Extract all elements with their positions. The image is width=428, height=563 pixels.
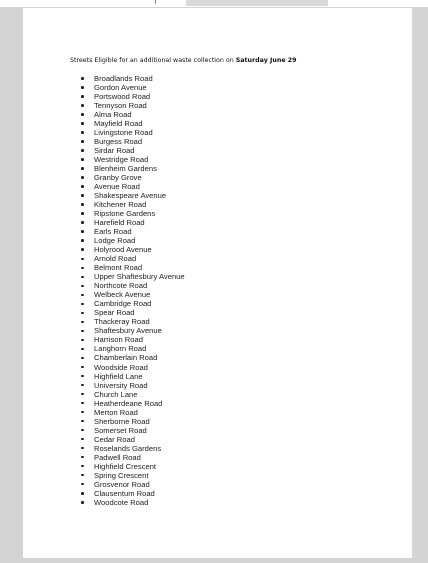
street-name: Somerset Road	[94, 425, 147, 435]
bullet-icon	[81, 95, 84, 98]
bullet-icon	[81, 194, 84, 197]
street-list-item	[81, 299, 185, 308]
street-list-item	[81, 146, 185, 155]
street-name: Portswood Road	[94, 92, 151, 102]
street-name: Thackeray Road	[94, 317, 150, 327]
street-list-item	[81, 317, 185, 326]
bullet-icon	[81, 140, 84, 143]
bullet-icon	[81, 384, 84, 387]
street-list-item	[81, 290, 185, 299]
street-name: Lodge Road	[94, 236, 136, 246]
street-name: Padwell Road	[94, 452, 141, 462]
bullet-icon	[81, 230, 84, 233]
document-heading	[70, 57, 297, 64]
bullet-icon	[81, 438, 84, 441]
bullet-icon	[81, 239, 84, 242]
street-name: University Road	[94, 380, 148, 390]
street-name: Tennyson Road	[94, 101, 147, 111]
street-list-item	[81, 191, 185, 200]
street-list-item	[81, 381, 185, 390]
street-list-item	[81, 155, 185, 164]
bullet-icon	[81, 321, 84, 324]
street-name: Cambridge Road	[94, 299, 152, 309]
street-list-item	[81, 281, 185, 290]
street-name: Mayfield Road	[94, 119, 143, 129]
street-list-item	[81, 245, 185, 254]
street-name: Chamberlain Road	[94, 353, 158, 363]
street-list-item	[81, 462, 185, 471]
bullet-icon	[81, 122, 84, 125]
street-name: Earls Road	[94, 227, 132, 237]
street-list-item	[81, 480, 185, 489]
bullet-icon	[81, 86, 84, 89]
bullet-icon	[81, 366, 84, 369]
street-name: Avenue Road	[94, 182, 140, 192]
street-name: Spring Crescent	[94, 470, 149, 480]
street-list-item	[81, 335, 185, 344]
street-name: Harefield Road	[94, 218, 145, 228]
street-list-item	[81, 308, 185, 317]
street-name: Woodside Road	[94, 362, 148, 372]
street-name: Broadlands Road	[94, 74, 153, 83]
street-list-item	[81, 218, 185, 227]
street-list-item	[81, 110, 185, 119]
street-list-item	[81, 182, 185, 191]
bullet-icon	[81, 285, 84, 288]
bullet-icon	[81, 276, 84, 279]
street-list-item	[81, 200, 185, 209]
street-name: Alma Road	[94, 110, 132, 120]
street-list	[81, 74, 185, 507]
street-name: Kitchener Road	[94, 200, 147, 210]
street-list-item	[81, 83, 185, 92]
street-list-item	[81, 209, 185, 218]
bullet-icon	[81, 312, 84, 315]
street-name: Harrison Road	[94, 335, 143, 345]
bullet-icon	[81, 176, 84, 179]
street-list-item	[81, 471, 185, 480]
street-name: Shakespeare Avenue	[94, 191, 167, 201]
street-name: Cedar Road	[94, 434, 135, 444]
street-list-item	[81, 101, 185, 110]
bullet-icon	[81, 294, 84, 297]
bullet-icon	[81, 456, 84, 459]
bullet-icon	[81, 158, 84, 161]
street-list-item	[81, 272, 185, 281]
street-list-item	[81, 426, 185, 435]
street-name: Livingstone Road	[94, 128, 153, 138]
street-list-item	[81, 74, 185, 83]
bullet-icon	[81, 474, 84, 477]
street-name: Grosvenor Road	[94, 479, 150, 489]
bullet-icon	[81, 393, 84, 396]
street-name: Sherborne Road	[94, 416, 150, 426]
street-list-item	[81, 435, 185, 444]
street-list-item	[81, 498, 185, 507]
street-name: Westridge Road	[94, 155, 149, 165]
street-list-item	[81, 128, 185, 137]
bullet-icon	[81, 258, 84, 261]
bullet-icon	[81, 212, 84, 215]
bullet-icon	[81, 420, 84, 423]
street-list-item	[81, 408, 185, 417]
bullet-icon	[81, 131, 84, 134]
street-list-item	[81, 453, 185, 462]
street-name: Welbeck Avenue	[94, 290, 151, 300]
bullet-icon	[81, 465, 84, 468]
bullet-icon	[81, 303, 84, 306]
street-name: Arnold Road	[94, 254, 137, 264]
bullet-icon	[81, 411, 84, 414]
street-name: Church Lane	[94, 389, 138, 399]
street-list-item	[81, 353, 185, 362]
street-list-item	[81, 390, 185, 399]
bullet-icon	[81, 357, 84, 360]
street-list-item	[81, 227, 185, 236]
street-list-item	[81, 236, 185, 245]
street-name: Highfield Crescent	[94, 461, 157, 471]
street-name: Blenheim Gardens	[94, 164, 157, 174]
street-name: Clausentum Road	[94, 488, 155, 498]
street-list-item	[81, 164, 185, 173]
bullet-icon	[81, 248, 84, 251]
street-name: Shaftesbury Avenue	[94, 326, 162, 336]
bullet-icon	[81, 339, 84, 342]
bullet-icon	[81, 447, 84, 450]
street-name: Langhorn Road	[94, 344, 147, 354]
bullet-icon	[81, 267, 84, 270]
street-list-item	[81, 444, 185, 453]
street-list-item	[81, 92, 185, 101]
street-list-item	[81, 119, 185, 128]
heading-date: Saturday June 29	[235, 57, 297, 64]
street-name: Belmont Road	[94, 263, 143, 273]
toolbar-tab[interactable]	[186, 0, 328, 6]
bullet-icon	[81, 185, 84, 188]
street-list-item	[81, 254, 185, 263]
bullet-icon	[81, 429, 84, 432]
street-list-item	[81, 372, 185, 381]
bullet-icon	[81, 492, 84, 495]
street-name: Upper Shaftesbury Avenue	[94, 272, 185, 282]
bullet-icon	[81, 330, 84, 333]
street-list-item	[81, 173, 185, 182]
toolbar-divider	[155, 0, 156, 4]
street-name: Merton Road	[94, 407, 138, 417]
street-name: Spear Road	[94, 308, 135, 318]
bullet-icon	[81, 402, 84, 405]
street-list-item	[81, 363, 185, 372]
bullet-icon	[81, 501, 84, 504]
document-page	[23, 8, 412, 558]
street-list-item	[81, 417, 185, 426]
street-list-item	[81, 263, 185, 272]
bullet-icon	[81, 167, 84, 170]
street-list-item	[81, 137, 185, 146]
bullet-icon	[81, 348, 84, 351]
street-list-item	[81, 344, 185, 353]
heading-text: Streets Eligible for an additional waste collection on	[70, 57, 234, 64]
bullet-icon	[81, 483, 84, 486]
street-name: Gordon Avenue	[94, 83, 147, 93]
bullet-icon	[81, 375, 84, 378]
street-list-item	[81, 326, 185, 335]
street-name: Ripstone Gardens	[94, 209, 156, 219]
street-name: Highfield Lane	[94, 371, 143, 381]
bullet-icon	[81, 113, 84, 116]
viewer-top-strip	[0, 0, 428, 7]
bullet-icon	[81, 221, 84, 224]
street-list-item	[81, 489, 185, 498]
bullet-icon	[81, 77, 84, 80]
bullet-icon	[81, 104, 84, 107]
street-name: Woodcote Road	[94, 497, 149, 507]
street-name: Burgess Road	[94, 137, 143, 147]
street-name: Sirdar Road	[94, 146, 135, 156]
street-name: Roselands Gardens	[94, 443, 162, 453]
street-name: Granby Grove	[94, 173, 142, 183]
street-name: Holyrood Avenue	[94, 245, 152, 255]
bullet-icon	[81, 203, 84, 206]
street-list-item	[81, 399, 185, 408]
street-name: Northcote Road	[94, 281, 148, 291]
bullet-icon	[81, 149, 84, 152]
street-name: Heatherdeane Road	[94, 398, 163, 408]
